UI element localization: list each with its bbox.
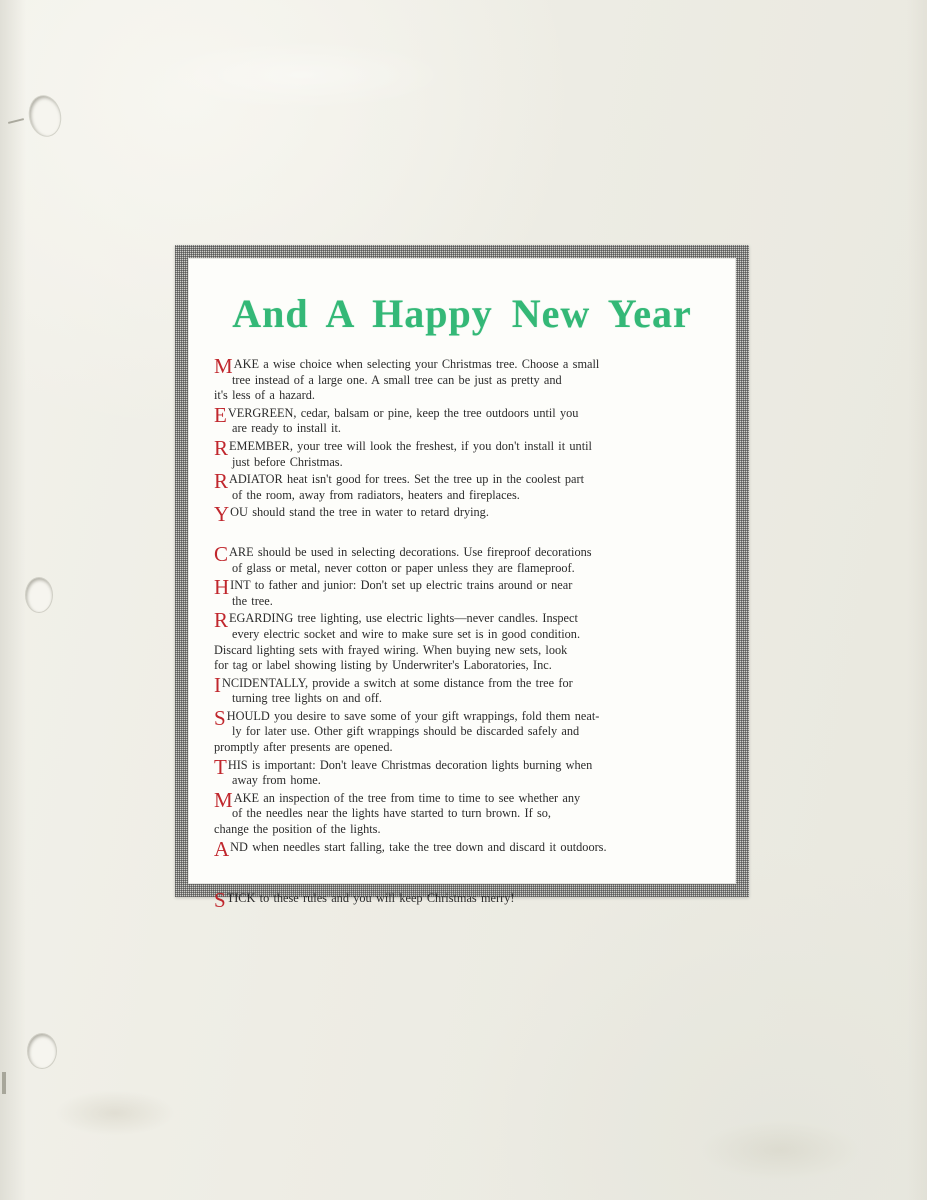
tip-indented-line: of the room, away from radiators, heaters and fireplaces. [232,487,520,502]
page-edge-mark-bottom [2,1072,6,1094]
leaflet-content [188,258,736,913]
leaflet-halftone-border [175,245,749,913]
tip-dropcap: M [214,354,233,378]
tip-first-line: EGARDING tree lighting, use electric lights—never candles. Inspect [229,611,578,626]
paper-stain-lower-left [55,1090,175,1136]
section-spacer [214,869,710,879]
tip-dropcap: R [214,435,229,460]
tip-paragraph [214,541,710,576]
tip-paragraph [214,608,710,673]
page-title: And A Happy New Year [232,291,692,336]
tip-dropcap: E [214,402,227,427]
tip-group-decorating-and-lighting [214,541,710,861]
tip-dropcap: H [214,575,230,600]
tip-indented-line: the tree. [232,593,273,608]
tip-first-line: ND when needles start falling, take the tree down and discard it outdoors. [230,839,607,854]
tip-first-line: OU should stand the tree in water to retard drying. [230,505,489,520]
binder-punch-hole-top [26,93,64,138]
tip-dropcap: M [214,787,233,812]
tip-paragraph [214,575,710,609]
tip-dropcap: I [214,672,221,697]
paper-highlight-smudge [150,40,450,110]
tip-paragraph [214,888,710,913]
tip-dropcap: A [214,836,230,861]
tip-group-tree-selection [214,354,710,527]
tip-first-line: NCIDENTALLY, provide a switch at some distance from the tree for [222,675,573,690]
tip-first-line: ARE should be used in selecting decorations. Use fireproof decorations [229,544,592,559]
tip-paragraph [214,672,710,707]
tip-paragraph [214,836,710,861]
tip-indented-line: of the needles near the lights have started to turn brown. If so, [232,806,551,821]
tip-dropcap: S [214,705,226,730]
binder-punch-hole-middle [26,578,52,612]
tip-flush-line: it's less of a hazard. [214,388,315,403]
tip-first-line: TICK to these rules and you will keep Christmas merry! [226,891,515,906]
tip-dropcap: C [214,541,229,566]
tip-indented-line: every electric socket and wire to make sure set is in good condition. [232,626,581,641]
tip-dropcap: T [214,754,227,779]
tip-indented-line: turning tree lights on and off. [232,691,382,706]
tip-indented-line: ly for later use. Other gift wrappings should be discarded safely and [232,724,580,739]
paper-stain-lower-right [700,1120,860,1180]
tip-dropcap: R [214,608,229,633]
tip-indented-line: just before Christmas. [232,454,343,469]
binder-punch-hole-bottom [28,1034,56,1068]
tip-paragraph [214,502,710,527]
tip-first-line: VERGREEN, cedar, balsam or pine, keep the tree outdoors until you [227,405,579,420]
tip-paragraph [214,435,710,470]
tip-dropcap: Y [214,502,230,527]
tip-indented-line: are ready to install it. [232,421,341,436]
tip-dropcap: R [214,469,229,494]
tip-first-line: HOULD you desire to save some of your gift wrappings, fold them neat- [226,708,600,723]
tip-paragraph [214,705,710,756]
tip-flush-line: promptly after presents are opened. [214,740,393,755]
tip-dropcap: S [214,888,226,913]
tip-flush-line: Discard lighting sets with frayed wiring. When buying new sets, look [214,642,568,657]
tip-first-line: AKE an inspection of the tree from time to time to see whether any [233,790,581,805]
tip-paragraph [214,354,710,404]
tip-paragraph [214,787,710,838]
tip-first-line: AKE a wise choice when selecting your Christmas tree. Choose a small [233,357,600,371]
tip-first-line: INT to father and junior: Don't set up electric trains around or near [230,578,573,593]
tip-group-closing [214,888,710,913]
tip-paragraph [214,402,710,437]
tip-flush-line: for tag or label showing listing by Underwriter's Laboratories, Inc. [214,658,552,673]
tip-first-line: HIS is important: Don't leave Christmas decoration lights burning when [227,757,593,772]
tip-paragraph [214,754,710,789]
tip-flush-line: change the position of the lights. [214,822,381,837]
tip-first-line: ADIATOR heat isn't good for trees. Set the tree up in the coolest part [229,472,585,487]
tip-indented-line: of glass or metal, never cotton or paper unless they are flameproof. [232,560,575,575]
tip-indented-line: away from home. [232,773,321,788]
tip-indented-line: tree instead of a large one. A small tree can be just as pretty and [232,372,562,387]
section-spacer [214,535,710,545]
tip-first-line: EMEMBER, your tree will look the freshest, if you don't install it until [229,438,592,453]
page-edge-mark-top [8,118,24,124]
tip-paragraph [214,469,710,503]
